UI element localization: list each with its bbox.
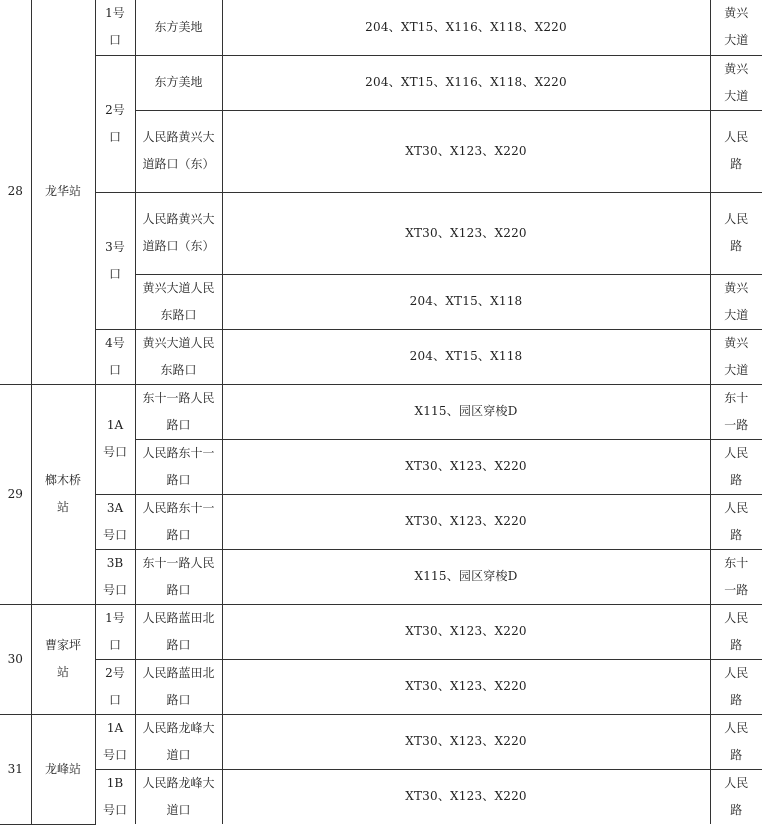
road-name: 东十一路 [710, 549, 762, 604]
road-name: 人民路 [710, 714, 762, 769]
stop-location: 东十一路人民路口 [135, 384, 222, 439]
table-row [0, 714, 762, 769]
road-name: 黄兴大道 [710, 329, 762, 384]
stop-location: 人民路黄兴大道路口（东） [135, 192, 222, 274]
bus-lines: XT30、X123、X220 [222, 659, 710, 714]
stop-location: 东方美地 [135, 55, 222, 110]
table-row [0, 549, 762, 604]
stop-location: 人民路东十一路口 [135, 494, 222, 549]
bus-lines: XT30、X123、X220 [222, 439, 710, 494]
road-name: 人民路 [710, 604, 762, 659]
stop-location: 黄兴大道人民东路口 [135, 274, 222, 329]
stop-location: 黄兴大道人民东路口 [135, 329, 222, 384]
stop-location: 人民路黄兴大道路口（东） [135, 110, 222, 192]
road-name: 人民路 [710, 439, 762, 494]
exit-label: 3B号口 [95, 549, 135, 604]
stop-location: 东方美地 [135, 0, 222, 55]
road-name: 人民路 [710, 659, 762, 714]
row-number: 30 [0, 604, 31, 714]
road-name: 黄兴大道 [710, 55, 762, 110]
table-row [0, 659, 762, 714]
station-name: 龙峰站 [31, 714, 95, 824]
stop-location: 人民路龙峰大道口 [135, 769, 222, 824]
stop-location: 人民路龙峰大道口 [135, 714, 222, 769]
station-name: 龙华站 [31, 0, 95, 384]
bus-lines: X115、园区穿梭D [222, 549, 710, 604]
table-row [0, 55, 762, 110]
exit-label: 3A号口 [95, 494, 135, 549]
road-name: 人民路 [710, 769, 762, 824]
stop-location: 人民路东十一路口 [135, 439, 222, 494]
road-name: 人民路 [710, 494, 762, 549]
exit-label: 1B号口 [95, 769, 135, 824]
table-row [0, 0, 762, 55]
table-row [0, 604, 762, 659]
road-name: 人民路 [710, 110, 762, 192]
bus-lines: XT30、X123、X220 [222, 769, 710, 824]
bus-lines: 204、XT15、X118 [222, 274, 710, 329]
stop-location: 东十一路人民路口 [135, 549, 222, 604]
exit-label: 1号口 [95, 604, 135, 659]
table-row [0, 384, 762, 439]
stop-location: 人民路蓝田北路口 [135, 659, 222, 714]
bus-lines: XT30、X123、X220 [222, 494, 710, 549]
table-row [0, 769, 762, 824]
road-name: 黄兴大道 [710, 0, 762, 55]
table-row [0, 494, 762, 549]
station-name: 曹家坪站 [31, 604, 95, 714]
bus-lines: XT30、X123、X220 [222, 192, 710, 274]
road-name: 黄兴大道 [710, 274, 762, 329]
station-name: 榔木桥站 [31, 384, 95, 604]
bus-lines: X115、园区穿梭D [222, 384, 710, 439]
bus-lines: 204、XT15、X116、X118、X220 [222, 0, 710, 55]
row-number: 31 [0, 714, 31, 824]
bus-lines: XT30、X123、X220 [222, 714, 710, 769]
row-number: 28 [0, 0, 31, 384]
bus-lines: 204、XT15、X116、X118、X220 [222, 55, 710, 110]
table-row [0, 329, 762, 384]
exit-label: 2号口 [95, 55, 135, 192]
road-name: 人民路 [710, 192, 762, 274]
bus-lines: XT30、X123、X220 [222, 604, 710, 659]
table-row [0, 192, 762, 274]
stop-location: 人民路蓝田北路口 [135, 604, 222, 659]
row-number: 29 [0, 384, 31, 604]
bus-lines: XT30、X123、X220 [222, 110, 710, 192]
exit-label: 3号口 [95, 192, 135, 329]
exit-label: 2号口 [95, 659, 135, 714]
exit-label: 4号口 [95, 329, 135, 384]
exit-label: 1A号口 [95, 384, 135, 494]
road-name: 东十一路 [710, 384, 762, 439]
exit-label: 1A号口 [95, 714, 135, 769]
bus-lines: 204、XT15、X118 [222, 329, 710, 384]
exit-label: 1号口 [95, 0, 135, 55]
